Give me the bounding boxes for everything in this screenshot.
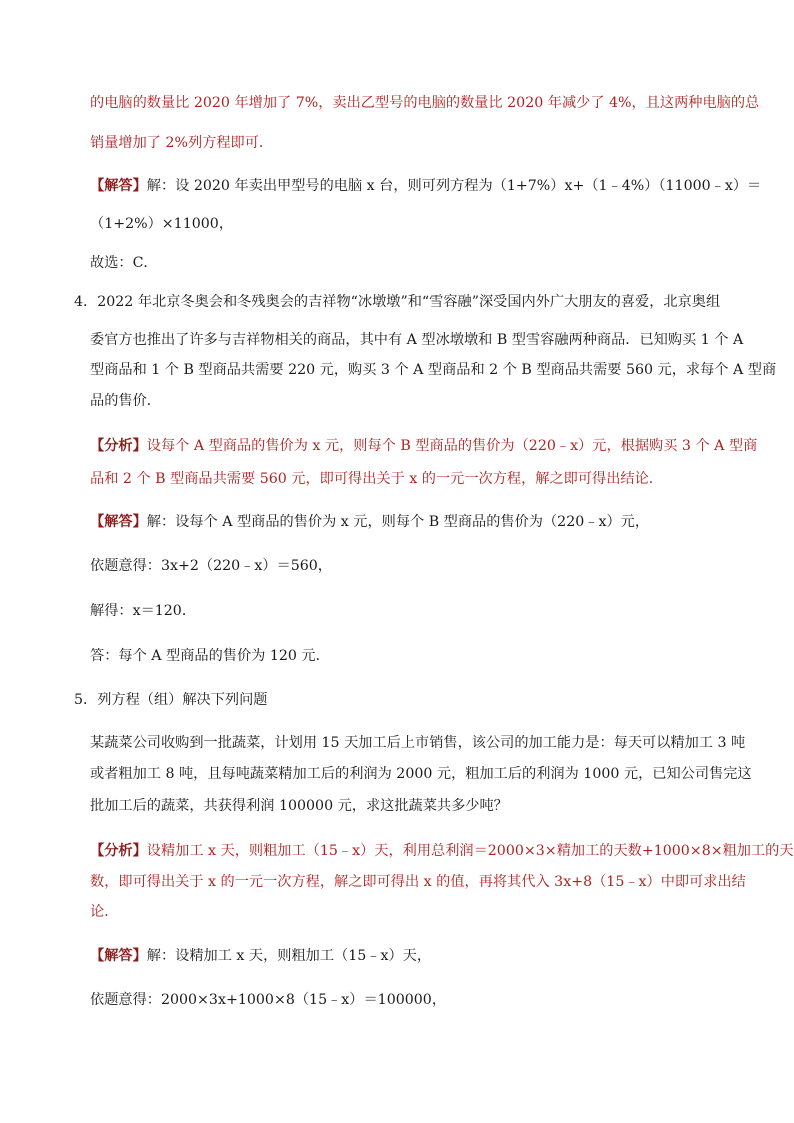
line-text: 依题意得：3x+2（220﹣x）＝560， <box>90 558 332 574</box>
line-text: 论． <box>90 904 119 920</box>
text-line <box>90 176 761 196</box>
line-text: 数，即可得出关于 x 的一元一次方程，解之即可得出 x 的值，再将其代入 3x+8（15﹣x）中即可求出结 <box>90 874 746 890</box>
line-text: 答：每个 A 型商品的售价为 120 元． <box>90 648 330 664</box>
line-text: 委官方也推出了许多与吉祥物相关的商品，其中有 A 型冰墩墩和 B 型雪容融两种商品．已知购买 1 个 A <box>90 332 744 348</box>
line-text: 5．列方程（组）解决下列问题 <box>74 692 268 708</box>
text-line <box>90 646 330 666</box>
line-text: 的电脑的数量比 2020 年增加了 7%，卖出乙型号的电脑的数量比 2020 年减少了 4%，且这两种电脑的总 <box>90 95 760 111</box>
text-line <box>90 990 446 1010</box>
text-line <box>90 601 196 621</box>
line-text: 销量增加了 2%列方程即可． <box>90 135 274 151</box>
text-line <box>90 764 752 784</box>
section-tag: 【分析】 <box>90 843 147 859</box>
section-tag: 【解答】 <box>90 948 147 964</box>
text-line <box>90 946 431 966</box>
line-text: 设精加工 x 天，则粗加工（15﹣x）天，利用总利润＝2000×3×精加工的天数+1000×8×粗加工的天 <box>146 843 794 859</box>
section-tag: 【解答】 <box>90 514 147 530</box>
text-line <box>90 214 233 234</box>
text-line <box>90 872 746 892</box>
line-text: 某蔬菜公司收购到一批蔬菜，计划用 15 天加工后上市销售，该公司的加工能力是：每天可以精加工 3 吨 <box>90 735 746 751</box>
text-line <box>74 690 267 710</box>
text-line <box>90 436 757 456</box>
text-line <box>90 93 759 113</box>
line-text: 品的售价． <box>90 393 161 409</box>
line-text: 4．2022 年北京冬奥会和冬残奥会的吉祥物“冰墩墩”和“雪容融”深受国内外广大朋友的喜爱，北京奥组 <box>74 294 721 310</box>
line-text: 解得：x＝120． <box>90 603 197 619</box>
text-line <box>90 841 794 861</box>
text-line <box>90 253 158 273</box>
line-text: 型商品和 1 个 B 型商品共需要 220 元，购买 3 个 A 型商品和 2 个 B 型商品共需要 560 元，求每个 A 型商 <box>90 362 777 378</box>
text-line <box>90 133 273 153</box>
line-text: 解：设每个 A 型商品的售价为 x 元，则每个 B 型商品的售价为（220﹣x）元， <box>146 514 650 530</box>
text-line <box>74 292 720 312</box>
text-line <box>90 733 745 753</box>
line-text: 或者粗加工 8 吨，且每吨蔬菜精加工后的利润为 2000 元，粗加工后的利润为 1000 元，已知公司售完这 <box>90 766 752 782</box>
text-line <box>90 330 743 350</box>
line-text: 设每个 A 型商品的售价为 x 元，则每个 B 型商品的售价为（220﹣x）元，根据购买 3 个 A 型商 <box>146 438 758 454</box>
text-line <box>90 796 508 816</box>
line-text: 故选：C． <box>90 255 158 271</box>
text-line <box>90 469 663 489</box>
line-text: （1+2%）×11000， <box>90 216 234 232</box>
section-tag: 【分析】 <box>90 438 147 454</box>
line-text: 批加工后的蔬菜，共获得利润 100000 元，求这批蔬菜共多少吨？ <box>90 798 508 814</box>
text-line <box>90 512 649 532</box>
line-text: 依题意得：2000×3x+1000×8（15﹣x）＝100000， <box>90 992 447 1008</box>
text-line <box>90 360 776 380</box>
line-text: 解：设 2020 年卖出甲型号的电脑 x 台，则可列方程为（1+7%）x+（1﹣4%）（11000﹣x）＝ <box>146 178 762 194</box>
section-tag: 【解答】 <box>90 178 147 194</box>
line-text: 品和 2 个 B 型商品共需要 560 元，即可得出关于 x 的一元一次方程，解之即可得出结论． <box>90 471 663 487</box>
text-line <box>90 391 161 411</box>
text-line <box>90 902 118 922</box>
text-line <box>90 556 332 576</box>
line-text: 解：设精加工 x 天，则粗加工（15﹣x）天， <box>146 948 432 964</box>
